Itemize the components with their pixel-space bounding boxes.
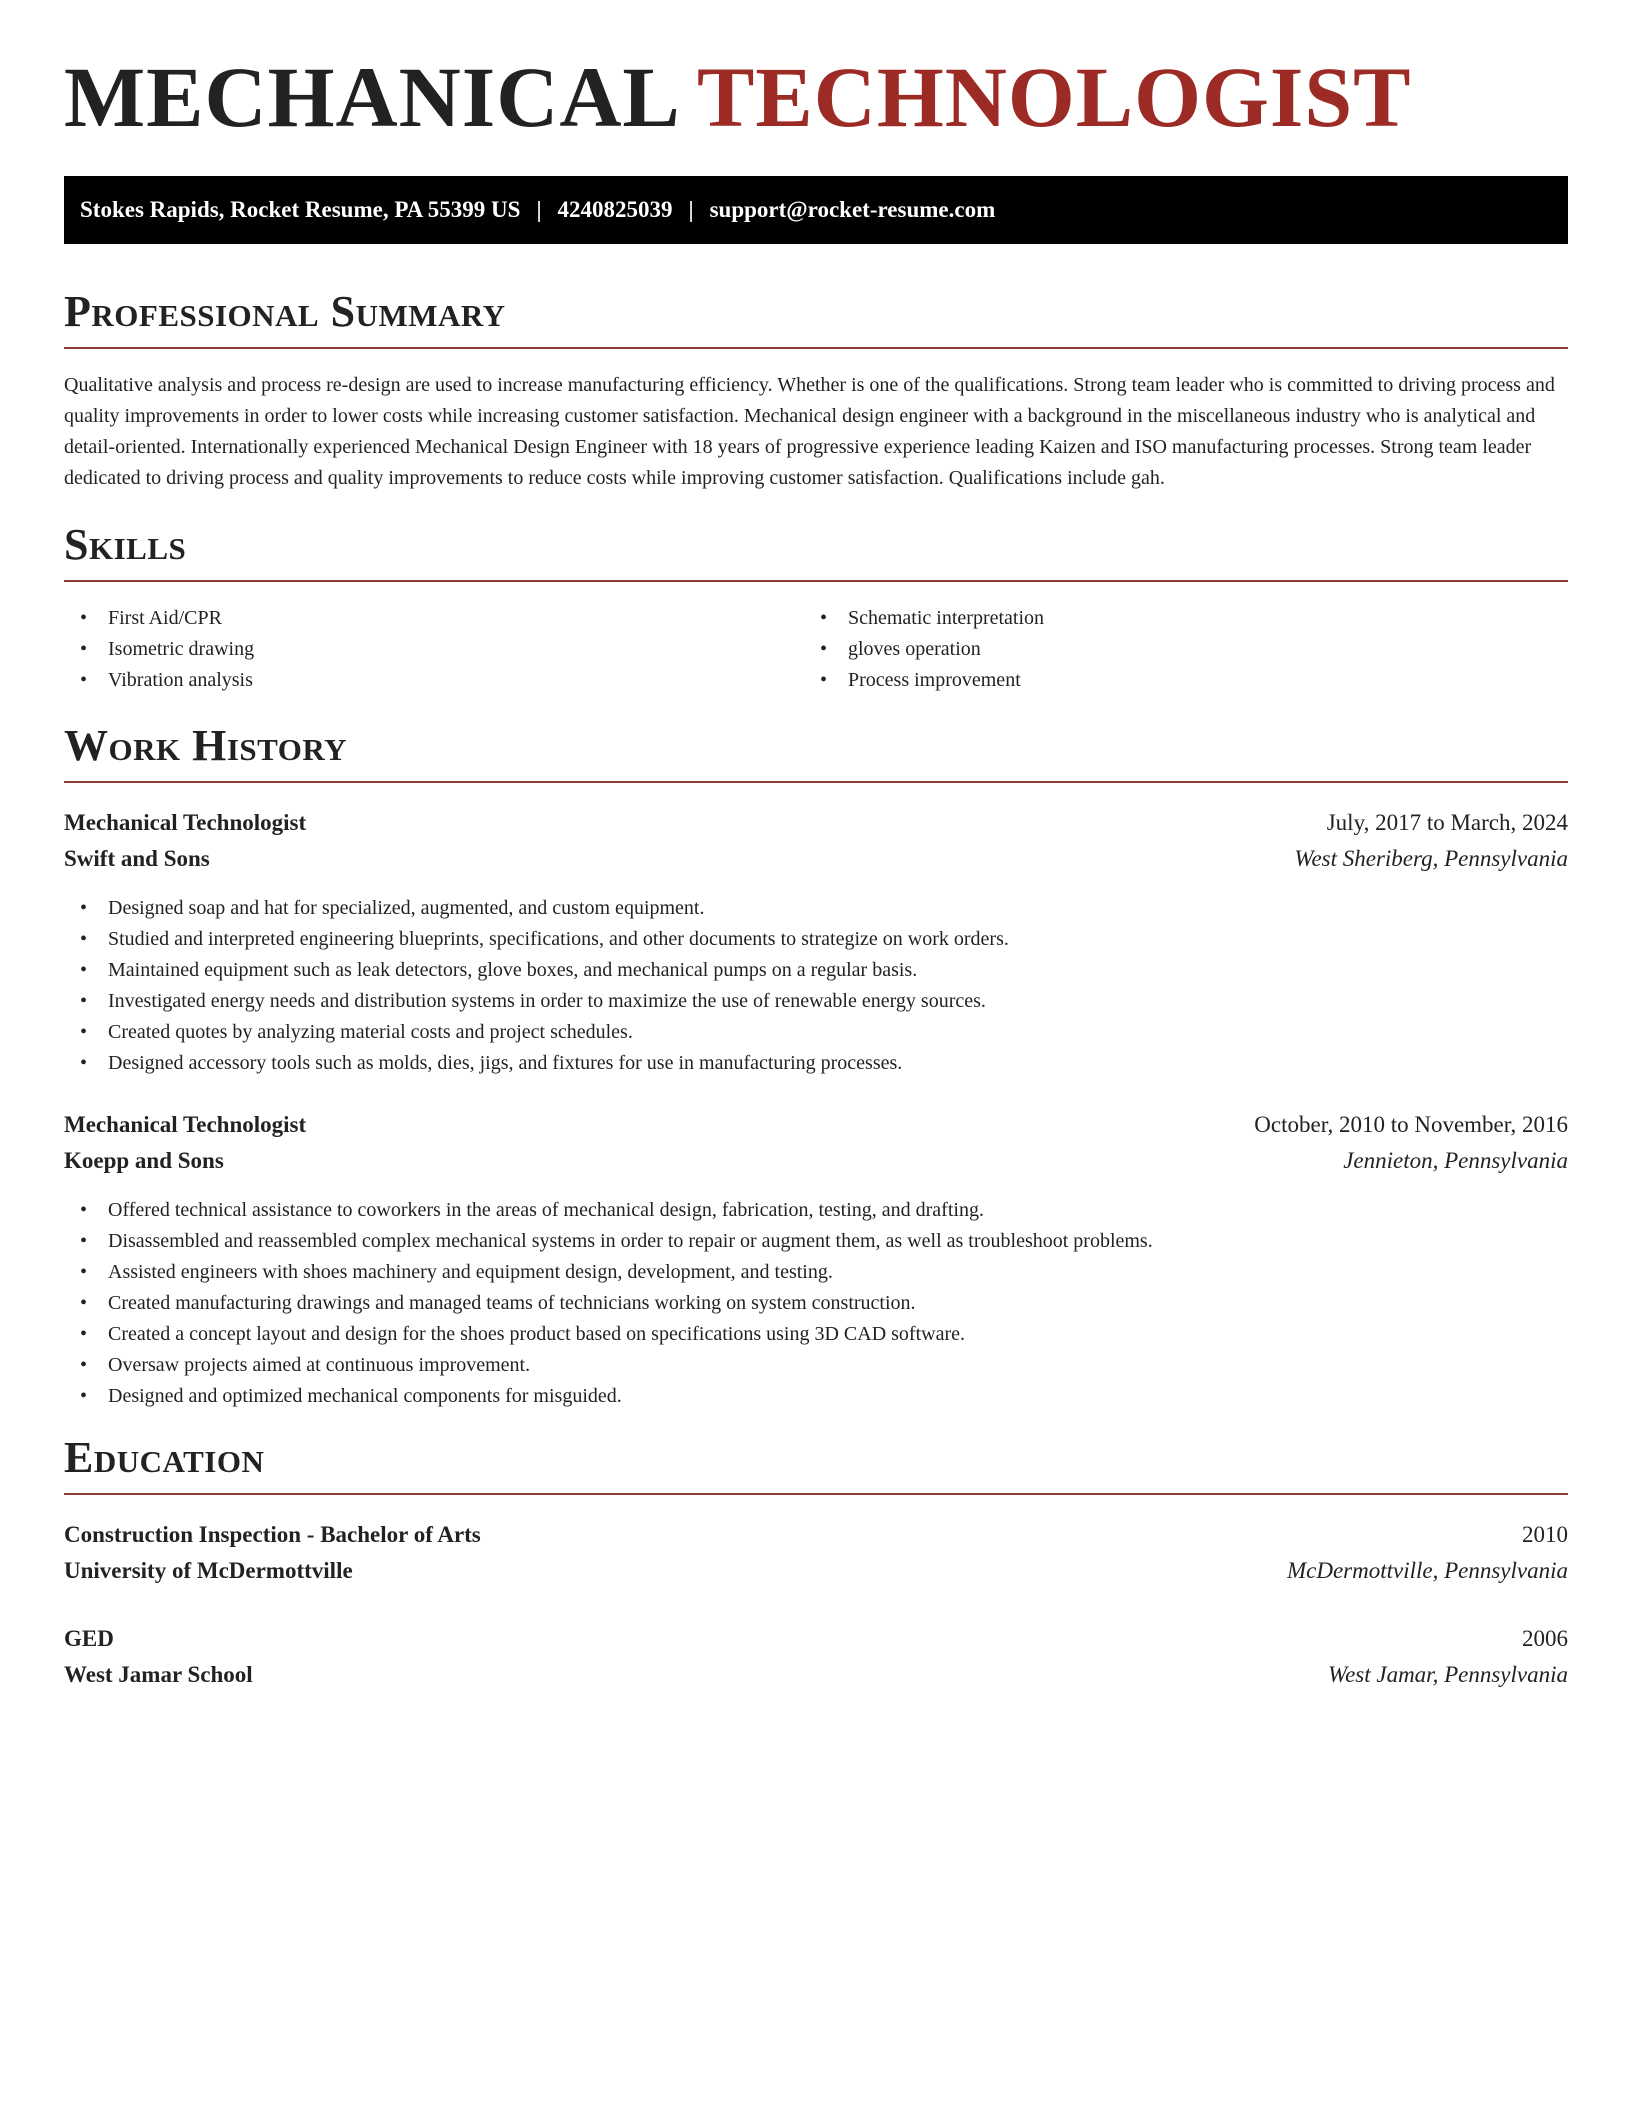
list-item: • Offered technical assistance to coworkers in the areas of mechanical design, fabrication, testing, and drafting.	[64, 1195, 1568, 1226]
list-item: • Designed soap and hat for specialized, augmented, and custom equipment.	[64, 893, 1568, 924]
list-item: • Studied and interpreted engineering blueprints, specifications, and other documents to strategize on work orders.	[64, 924, 1568, 955]
skill-item: • Schematic interpretation	[804, 603, 1544, 634]
list-item: • Designed and optimized mechanical components for misguided.	[64, 1381, 1568, 1412]
list-item: • Maintained equipment such as leak detectors, glove boxes, and mechanical pumps on a regular basis.	[64, 955, 1568, 986]
job-duties	[64, 1195, 1568, 1412]
skill-item: • Process improvement	[804, 665, 1544, 696]
skills-heading: Skills	[64, 520, 187, 569]
job-header	[64, 1110, 1568, 1140]
job-duties	[64, 893, 1568, 1079]
contact-separator: |	[536, 197, 542, 222]
summary-heading: Professional Summary	[64, 287, 506, 336]
skill-item: • gloves operation	[804, 634, 1544, 665]
job-title: Mechanical Technologist	[64, 810, 307, 835]
education-school-row	[64, 1556, 1568, 1586]
education-location: McDermottville, Pennsylvania	[1286, 1558, 1568, 1583]
job-header	[64, 808, 1568, 838]
education-school: West Jamar School	[64, 1662, 253, 1687]
skills-column-right	[804, 603, 1544, 696]
name-last: TECHNOLOGIST	[697, 49, 1412, 145]
education-degree: GED	[64, 1626, 114, 1651]
education-divider	[64, 1493, 1568, 1495]
contact-phone: 4240825039	[557, 197, 673, 222]
list-item: • Assisted engineers with shoes machinery and equipment design, development, and testing.	[64, 1257, 1568, 1288]
education-degree: Construction Inspection - Bachelor of Arts	[64, 1522, 481, 1547]
skill-item: • Vibration analysis	[64, 665, 804, 696]
job-company-row	[64, 1146, 1568, 1176]
work-heading: Work History	[64, 721, 348, 770]
contact-address: Stokes Rapids, Rocket Resume, PA 55399 US	[80, 197, 521, 222]
list-item: • Created a concept layout and design for the shoes product based on specifications using 3D CAD software.	[64, 1319, 1568, 1350]
education-school: University of McDermottville	[64, 1558, 353, 1583]
list-item: • Disassembled and reassembled complex mechanical systems in order to repair or augment them, as well as troubleshoot problems.	[64, 1226, 1568, 1257]
summary-divider	[64, 347, 1568, 349]
job-location: West Sheriberg, Pennsylvania	[1294, 846, 1568, 871]
skill-item: • First Aid/CPR	[64, 603, 804, 634]
education-heading: Education	[64, 1433, 265, 1482]
job-title: Mechanical Technologist	[64, 1112, 307, 1137]
education-school-row	[64, 1660, 1568, 1690]
list-item: • Investigated energy needs and distribution systems in order to maximize the use of renewable energy sources.	[64, 986, 1568, 1017]
education-year: 2006	[1522, 1626, 1568, 1651]
contact-email: support@rocket-resume.com	[709, 197, 996, 222]
skills-column-left	[64, 603, 804, 696]
summary-text: Qualitative analysis and process re-design are used to increase manufacturing efficiency. Whether is one of the qualifications. Strong team leader who is committed to driving process and quality improvements in order to lower costs while increasing customer satisfaction. Mechanical design engineer with a background in the miscellaneous industry who is analytical and detail-oriented. Internationally experienced Mechanical Design Engineer with 18 years of progressive experience leading Kaizen and ISO manufacturing processes. Strong team leader dedicated to driving process and quality improvements to reduce costs while improving customer satisfaction. Qualifications include gah.	[64, 374, 1555, 489]
work-divider	[64, 781, 1568, 783]
resume-name	[64, 49, 1412, 145]
list-item: • Oversaw projects aimed at continuous improvement.	[64, 1350, 1568, 1381]
contact-separator: |	[688, 197, 694, 222]
skills-divider	[64, 580, 1568, 582]
skills-list	[64, 603, 1568, 696]
education-location: West Jamar, Pennsylvania	[1328, 1662, 1568, 1687]
job-company: Koepp and Sons	[64, 1148, 224, 1173]
education-year: 2010	[1522, 1522, 1568, 1547]
job-company: Swift and Sons	[64, 846, 210, 871]
job-company-row	[64, 844, 1568, 874]
skill-item: • Isometric drawing	[64, 634, 804, 665]
list-item: • Designed accessory tools such as molds, dies, jigs, and fixtures for use in manufacturing processes.	[64, 1048, 1568, 1079]
job-dates: October, 2010 to November, 2016	[1254, 1112, 1568, 1137]
contact-bar	[64, 176, 1568, 244]
education-header	[64, 1624, 1568, 1654]
job-dates: July, 2017 to March, 2024	[1326, 810, 1568, 835]
job-location: Jennieton, Pennsylvania	[1343, 1148, 1568, 1173]
education-header	[64, 1520, 1568, 1550]
list-item: • Created manufacturing drawings and managed teams of technicians working on system construction.	[64, 1288, 1568, 1319]
list-item: • Created quotes by analyzing material costs and project schedules.	[64, 1017, 1568, 1048]
name-first: MECHANICAL	[64, 49, 677, 145]
